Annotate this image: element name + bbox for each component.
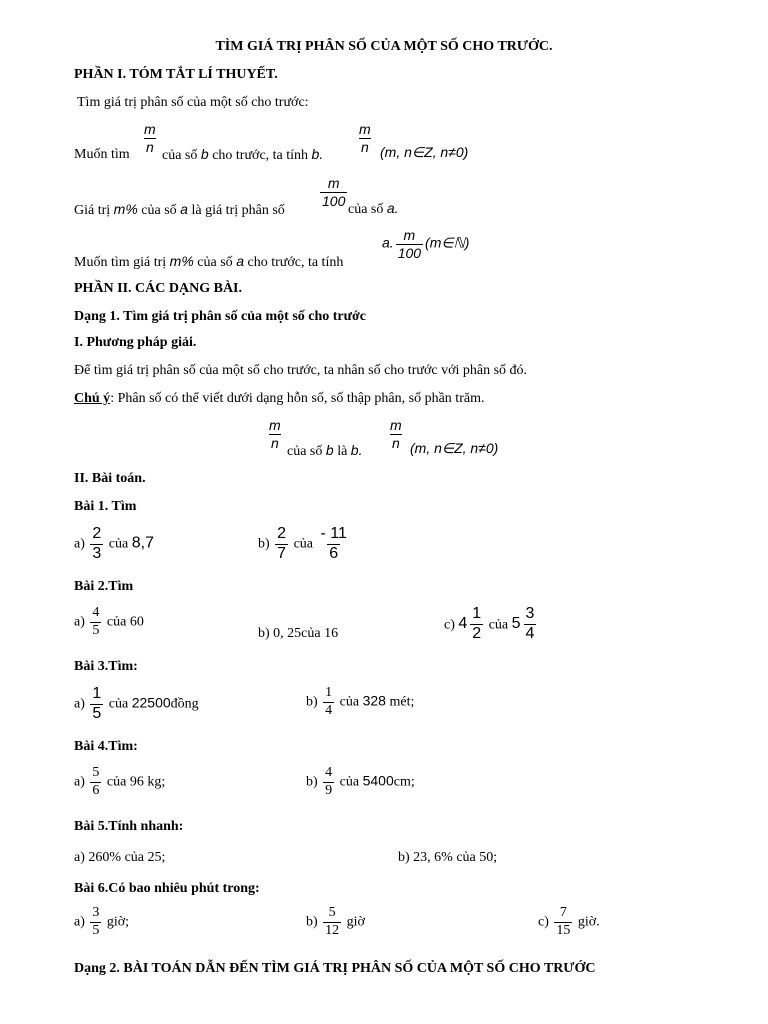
- formula-fraction-2: $\frac{m}{n}$: [390, 417, 402, 451]
- page-title: TÌM GIÁ TRỊ PHÂN SỐ CỦA MỘT SỐ CHO TRƯỚC.: [215, 39, 553, 54]
- method-heading: I. Phương pháp giải.: [74, 335, 197, 350]
- bai1-heading: Bài 1. Tìm: [74, 499, 137, 514]
- bai5-a: a) 260% của 25;: [74, 850, 166, 865]
- bai2-b: b) 0, 25của 16: [258, 626, 339, 641]
- bai3-a: a) $\frac{1}{5}$ của 22500đồng: [74, 685, 199, 722]
- bai4-a: a) $\frac{5}{6}$ của 96 kg;: [74, 765, 166, 798]
- rule2-end: của số a.: [348, 200, 399, 217]
- rule1-text: Muốn tìm: [74, 147, 130, 162]
- part1-intro: Tìm giá trị phân số của một số cho trước:: [77, 95, 309, 110]
- bai6-c: c) $\frac{7}{15}$ giờ.: [538, 905, 600, 938]
- dang1-heading: Dạng 1. Tìm giá trị phân số của một số cho trước: [74, 309, 367, 324]
- part2-heading: PHẦN II. CÁC DẠNG BÀI.: [74, 281, 243, 296]
- rule2-fraction: $\frac{m}{100}$: [322, 175, 346, 209]
- problems-heading: II. Bài toán.: [74, 471, 146, 486]
- bai3-heading: Bài 3.Tìm:: [74, 659, 138, 674]
- note: Chú ý: Phân số có thể viết dưới dạng hỗn số, số thập phân, số phần trăm.: [74, 391, 485, 406]
- bai6-heading: Bài 6.Có bao nhiêu phút trong:: [74, 881, 260, 896]
- bai1-a: a) $\frac{2}{3}$ của 8,7: [74, 525, 154, 562]
- part1-heading: PHẦN I. TÓM TẮT LÍ THUYẾT.: [74, 67, 278, 82]
- bai2-c: c) 4 $\frac{1}{2}$ của 5 $\frac{3}{4}$: [444, 605, 535, 642]
- method-text: Để tìm giá trị phân số của một số cho trước, ta nhân số cho trước với phân số đó.: [74, 363, 528, 378]
- dang2-heading: Dạng 2. BÀI TOÁN DẪN ĐẾN TÌM GIÁ TRỊ PHÂN SỐ CỦA MỘT SỐ CHO TRƯỚC: [74, 961, 596, 976]
- rule1-fraction: $\frac{m}{n}$: [144, 121, 156, 155]
- bai6-b: b) $\frac{5}{12}$ giờ: [306, 905, 365, 938]
- rule3-text: Muốn tìm giá trị m% của số a cho trước, ta tính: [74, 253, 344, 270]
- bai4-b: b) $\frac{4}{9}$ của 5400cm;: [306, 765, 415, 798]
- formula-text: của số b là b.: [287, 442, 363, 459]
- rule1-fraction-2: $\frac{m}{n}$: [359, 121, 371, 155]
- rule1-of: của số b cho trước, ta tính b.: [162, 146, 324, 163]
- bai6-a: a) $\frac{3}{5}$ giờ;: [74, 905, 130, 938]
- rule2-text: Giá trị m% của số a là giá trị phân số: [74, 201, 285, 218]
- bai2-a: a) $\frac{4}{5}$ của 60: [74, 605, 144, 638]
- bai2-heading: Bài 2.Tìm: [74, 579, 134, 594]
- formula-fraction: $\frac{m}{n}$: [269, 417, 281, 451]
- formula-condition: (m, n∈Z, n≠0): [410, 440, 499, 456]
- bai1-b: b) $\frac{2}{7}$ của $\frac{- 11}{6}$: [258, 525, 347, 562]
- bai4-heading: Bài 4.Tìm:: [74, 739, 138, 754]
- bai3-b: b) $\frac{1}{4}$ của 328 mét;: [306, 685, 415, 718]
- rule3-formula: a. $\frac{m}{100}$ (m∈ℕ): [382, 227, 470, 261]
- rule1-condition: (m, n∈Z, n≠0): [380, 144, 469, 160]
- bai5-heading: Bài 5.Tính nhanh:: [74, 819, 184, 834]
- bai5-b: b) 23, 6% của 50;: [398, 850, 498, 865]
